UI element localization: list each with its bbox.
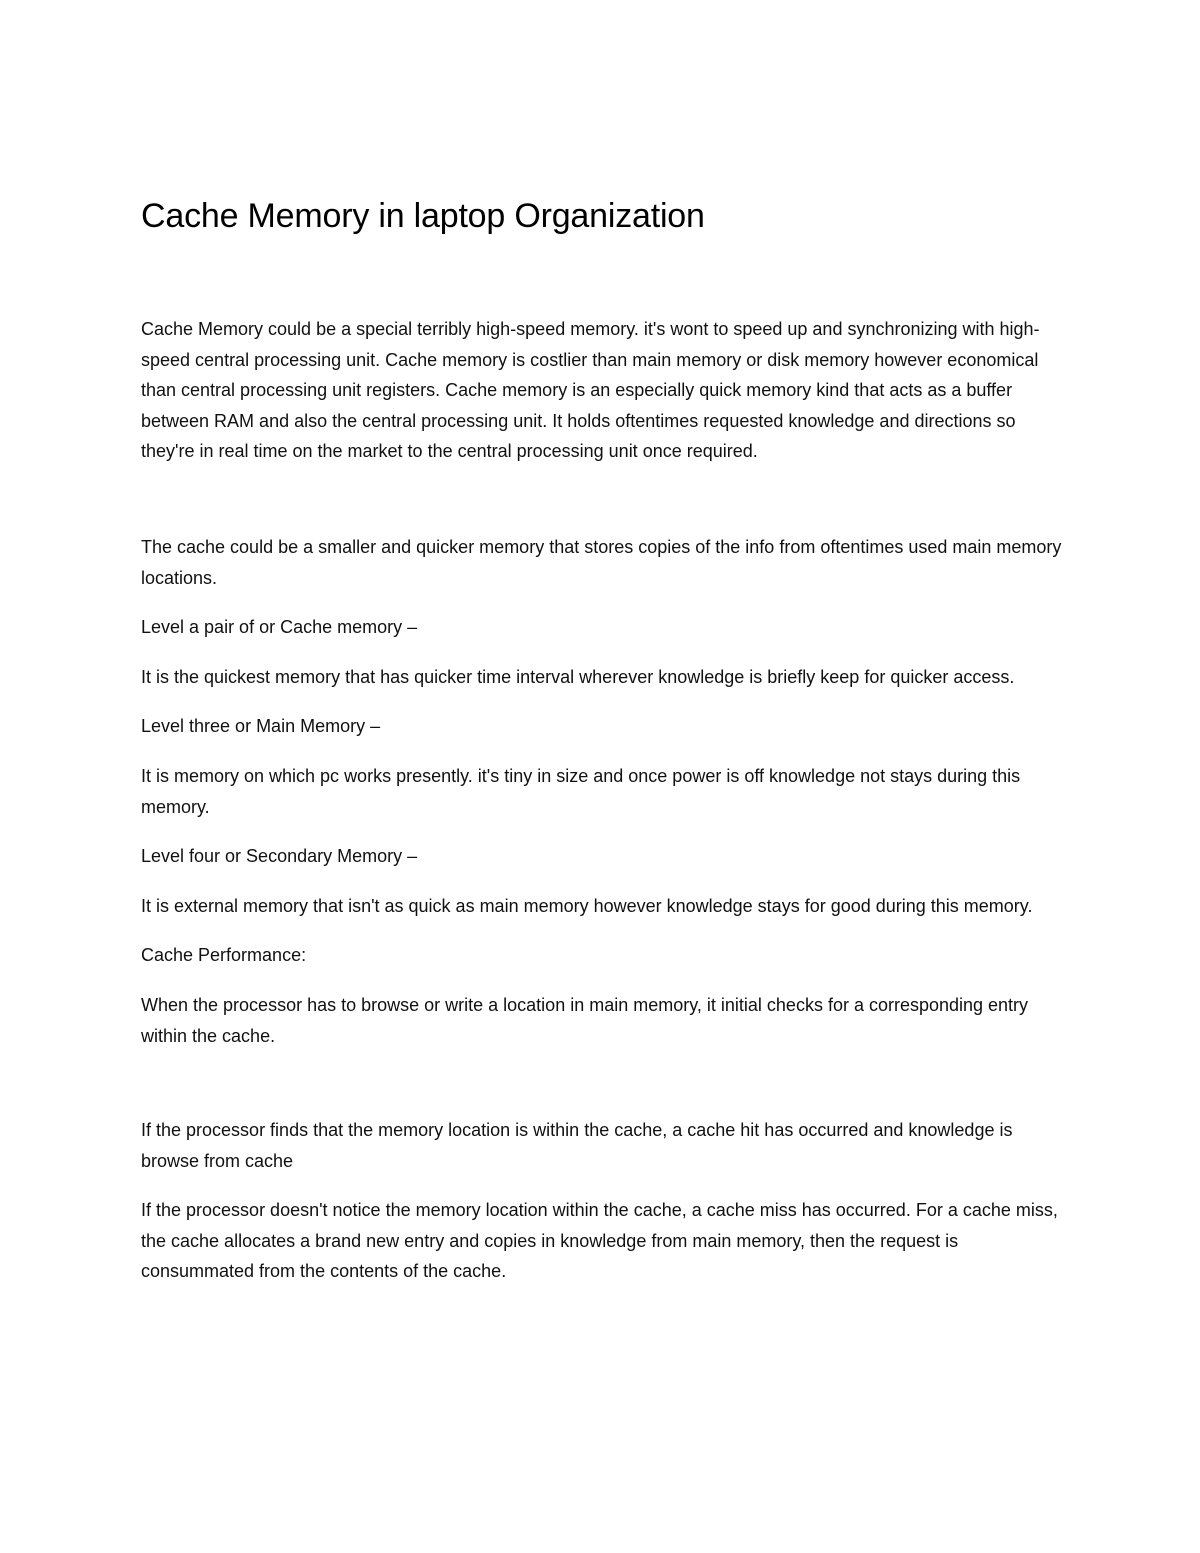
paragraph-level-three-description: It is memory on which pc works presently. it's tiny in size and once power is off knowledge not stays during this memory. bbox=[141, 765, 1021, 817]
paragraph-cache-hit: If the processor finds that the memory location is within the cache, a cache hit has occurred and knowledge is browse from cache bbox=[141, 1120, 1013, 1171]
paragraph-cache-performance-description: When the processor has to browse or write a location in main memory, it initial checks for a corresponding entry within the cache. bbox=[141, 994, 1029, 1046]
paragraph-cache-miss: If the processor doesn't notice the memory location within the cache, a cache miss has occurred. For a cache miss, the cache allocates a brand new entry and copies in knowledge from main memory, then the request is consummated from the contents of the cache. bbox=[141, 1200, 1058, 1282]
document-title: Cache Memory in laptop Organization bbox=[141, 197, 705, 235]
paragraph-cache-definition: The cache could be a smaller and quicker memory that stores copies of the info from oftentimes used main memory locations. bbox=[141, 536, 1062, 588]
paragraph-level-three-heading: Level three or Main Memory – bbox=[141, 716, 381, 737]
paragraph-level-four-description: It is external memory that isn't as quick as main memory however knowledge stays for good during this memory. bbox=[141, 895, 1033, 916]
document-content bbox=[141, 194, 1071, 1287]
paragraph-intro: Cache Memory could be a special terribly high-speed memory. it's wont to speed up and synchronizing with high-speed central processing unit. Cache memory is costlier than main memory or disk memory however economical than central processing unit registers. Cache memory is an especially quick memory kind that acts as a buffer between RAM and also the central processing unit. It holds oftentimes requested knowledge and directions so they're in real time on the market to the central processing unit once required. bbox=[141, 319, 1040, 462]
paragraph-level-four-heading: Level four or Secondary Memory – bbox=[141, 846, 418, 867]
paragraph-level-two-description: It is the quickest memory that has quicker time interval wherever knowledge is briefly keep for quicker access. bbox=[141, 666, 1015, 687]
paragraph-level-two-heading: Level a pair of or Cache memory – bbox=[141, 617, 418, 638]
paragraph-cache-performance-heading: Cache Performance: bbox=[141, 945, 307, 966]
